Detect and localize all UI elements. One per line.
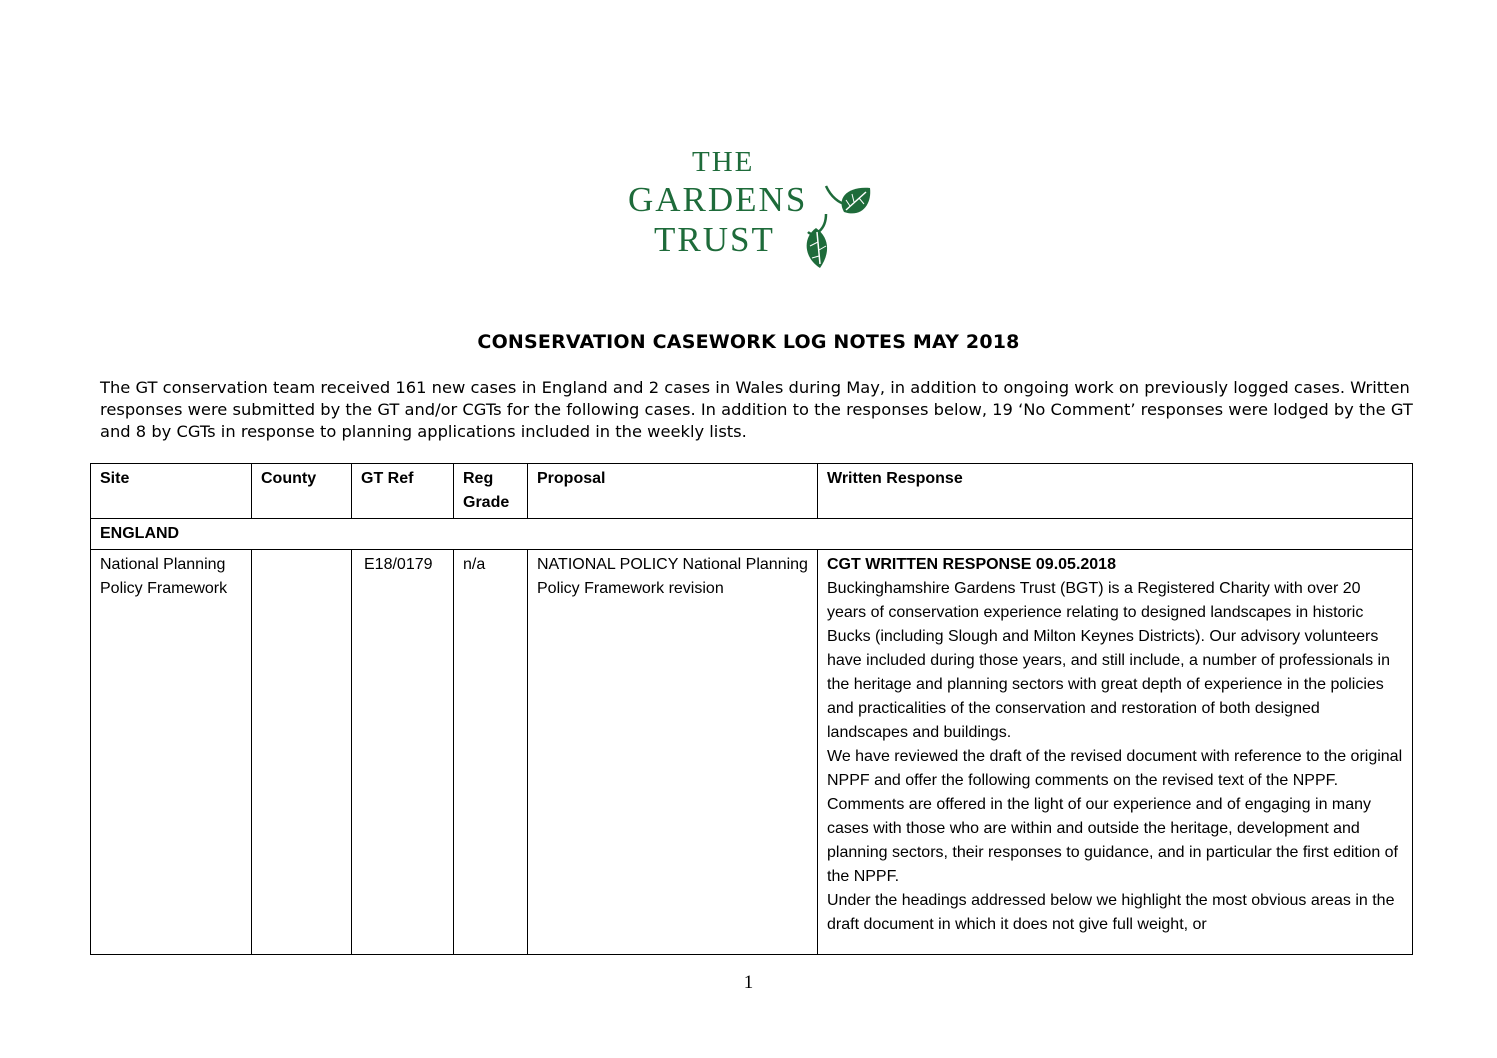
cell-site: National Planning Policy Framework	[91, 550, 252, 955]
response-paragraph-3: Under the headings addressed below we highlight the most obvious areas in the draft document in which it does not give full weight, or	[827, 892, 1395, 933]
logo-line-gardens: GARDENS	[628, 180, 808, 219]
header-county: County	[252, 464, 352, 519]
logo-line-trust: TRUST	[654, 220, 775, 259]
page-number: 1	[743, 972, 754, 993]
header-proposal: Proposal	[528, 464, 818, 519]
casework-table	[90, 463, 1413, 955]
document-title: CONSERVATION CASEWORK LOG NOTES MAY 2018	[477, 331, 1020, 353]
gardens-trust-logo	[626, 146, 876, 270]
header-site: Site	[91, 464, 252, 519]
cell-gt-ref: E18/0179	[352, 550, 454, 955]
cell-reg-grade: n/a	[454, 550, 528, 955]
intro-paragraph: The GT conservation team received 161 new cases in England and 2 cases in Wales during May, in addition to ongoing work on previously logged cases. Written responses were submitted by the GT and/or CGTs for the following cases. In addition to the responses below, 19 ‘No Comment’ responses were lodged by the GT and 8 by CGTs in response to planning applications included in the weekly lists.	[100, 378, 1413, 441]
response-title: CGT WRITTEN RESPONSE 09.05.2018	[827, 556, 1116, 573]
header-reg-grade: Reg Grade	[454, 464, 528, 519]
response-paragraph-1: Buckinghamshire Gardens Trust (BGT) is a Registered Charity with over 20 years of conservation experience relating to designed landscapes in historic Bucks (including Slough and Milton Keynes Districts). Our advisory volunteers have included during those years, and still include, a number of professionals in the heritage and planning sectors with great depth of experience in the policies and practicalities of the conservation and restoration of both designed landscapes and buildings.	[827, 580, 1390, 741]
cell-written-response	[818, 550, 1413, 955]
cell-county	[252, 550, 352, 955]
table-header-row	[91, 464, 1413, 519]
section-label: ENGLAND	[91, 519, 1413, 550]
logo-line-the: THE	[692, 146, 755, 178]
header-written-response: Written Response	[818, 464, 1413, 519]
header-gt-ref: GT Ref	[352, 464, 454, 519]
cell-proposal: NATIONAL POLICY National Planning Policy Framework revision	[528, 550, 818, 955]
table-row	[91, 550, 1413, 955]
response-paragraph-2: We have reviewed the draft of the revised document with reference to the original NPPF and offer the following comments on the revised text of the NPPF. Comments are offered in the light of our experience and of engaging in many cases with those who are within and outside the heritage, development and planning sectors, their responses to guidance, and in particular the first edition of the NPPF.	[827, 748, 1403, 885]
section-row-england	[91, 519, 1413, 550]
